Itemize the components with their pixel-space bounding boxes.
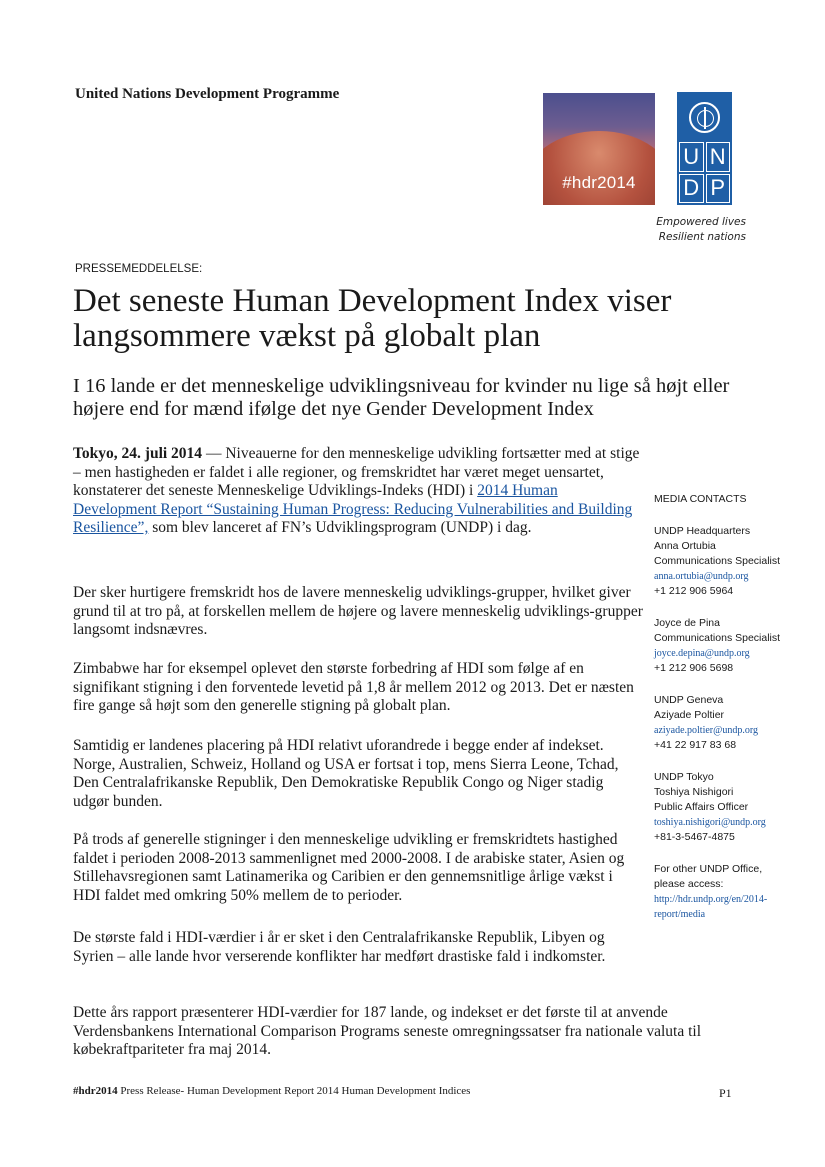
contact-title: Public Affairs Officer (654, 801, 749, 813)
contact-office: UNDP Geneva (654, 694, 724, 706)
report-link[interactable]: 2014 Human Development Report “Sustaining Human Progress: Reducing Vulnerabilities and Building Resilience”, (73, 482, 633, 536)
organization-name: United Nations Development Programme (75, 86, 340, 102)
contact-phone: +1 212 906 5698 (654, 662, 734, 674)
contact-phone: +1 212 906 5964 (654, 585, 734, 597)
logo-letter-p: P (706, 174, 731, 204)
footer-hashtag: #hdr2014 (73, 1085, 118, 1097)
press-release-label: PRESSEMEDDELELSE: (75, 263, 203, 275)
hdr2014-banner-image (543, 93, 655, 205)
page-footer (73, 1085, 470, 1097)
landscape-hill-graphic (543, 131, 655, 205)
undp-logo (677, 92, 732, 205)
headline: Det seneste Human Development Index viser langsommere vækst på globalt plan (73, 283, 672, 354)
contact-block-hq (654, 524, 794, 599)
contact-block-geneva (654, 693, 794, 753)
media-contacts-sidebar (654, 492, 794, 939)
contact-email[interactable]: anna.ortubia@undp.org (654, 571, 749, 582)
contact-phone: +81-3-5467-4875 (654, 831, 735, 843)
contact-block-other (654, 862, 794, 922)
contact-office: UNDP Tokyo (654, 771, 714, 783)
contact-name: Joyce de Pina (654, 617, 720, 629)
contact-email[interactable]: aziyade.poltier@undp.org (654, 725, 758, 736)
contact-title: Communications Specialist (654, 555, 781, 567)
contact-name: Aziyade Poltier (654, 709, 725, 721)
contact-office: UNDP Headquarters (654, 525, 751, 537)
media-contacts-heading: MEDIA CONTACTS (654, 493, 747, 505)
logo-letter-u: U (679, 142, 704, 172)
paragraph-intro (73, 445, 643, 538)
other-office-text: For other UNDP Office, (654, 863, 763, 875)
contact-email[interactable]: joyce.depina@undp.org (654, 648, 750, 659)
contact-name: Anna Ortubia (654, 540, 716, 552)
intro-text: — Niveauerne for den menneskelige udvikling fortsætter med at stige – men hastigheden er faldet i alle regioner, og fremskridtet har været meget uensartet, konstaterer det seneste Menneskelige Udviklings-Indeks (HDI) i (73, 445, 640, 499)
other-office-text-2: please access: (654, 878, 724, 890)
tagline-line-1: Empowered lives (656, 216, 746, 228)
contact-block-tokyo (654, 770, 794, 845)
paragraph-5: På trods af generelle stigninger i den menneskelige udvikling er fremskridtets hastighed faldet i perioden 2008-2013 sammenlignet med 2000-2008. I de arabiske stater, Asien og Stillehavsregionen samt Latinamerika og Caribien er den gennemsnitlige årlige vækst i HDI faldet med omkring 50% mellem de to perioder. (73, 831, 625, 904)
tagline-line-2: Resilient nations (658, 231, 746, 243)
paragraph-7: Dette års rapport præsenterer HDI-værdier for 187 lande, og indekset er det første til at anvende Verdensbankens International Comparison Programs seneste omregningssatser fra nationale valuta til købekraftpariteter fra maj 2014. (73, 1004, 702, 1058)
page-number: P1 (719, 1086, 732, 1100)
paragraph-6: De største fald i HDI-værdier i år er sket i den Centralafrikanske Republik, Libyen og Syrien – alle lande hvor verserende konflikter har medført drastiske fald i indkomster. (73, 929, 606, 965)
contact-title: Communications Specialist (654, 632, 781, 644)
contact-email[interactable]: toshiya.nishigori@undp.org (654, 817, 766, 828)
media-page-link[interactable]: http://hdr.undp.org/en/2014-report/media (654, 894, 768, 920)
logo-letter-d: D (679, 174, 704, 204)
footer-text: Press Release- Human Development Report 2014 Human Development Indices (117, 1085, 471, 1097)
paragraph-2: Der sker hurtigere fremskridt hos de lavere menneskelig udviklings-grupper, hvilket giver grund til at tro på, at forskellen mellem de højere og lavere menneskelig udviklings-grupper langsomt indsnævres. (73, 584, 643, 638)
subheadline: I 16 lande er det menneskelige udviklingsniveau for kvinder nu lige så højt eller højere end for mænd ifølge det nye Gender Development Index (73, 375, 730, 420)
un-emblem-icon (689, 102, 720, 133)
paragraph-4: Samtidig er landenes placering på HDI relativt uforandrede i begge ender af indekset. Norge, Australien, Schweiz, Holland og USA er fortsat i top, mens Sierra Leone, Tchad, Den Centralafrikanske Republik, Den Demokratiske Republik Congo og Niger stadig udgør bunden. (73, 737, 619, 810)
contact-block-hq-2 (654, 616, 794, 676)
undp-tagline (640, 215, 746, 245)
contact-phone: +41 22 917 83 68 (654, 739, 737, 751)
contact-name: Toshiya Nishigori (654, 786, 734, 798)
logo-letter-n: N (706, 142, 731, 172)
dateline: Tokyo, 24. juli 2014 (73, 445, 203, 462)
paragraph-3: Zimbabwe har for eksempel oplevet den største forbedring af HDI som følge af en signifikant stigning i den forventede levetid på 1,8 år mellem 2012 og 2013. Det er næsten fire gange så højt som den generelle stigning på globalt plan. (73, 660, 634, 714)
intro-tail: som blev lanceret af FN’s Udviklingsprogram (UNDP) i dag. (148, 519, 532, 536)
banner-hashtag: #hdr2014 (562, 173, 636, 192)
